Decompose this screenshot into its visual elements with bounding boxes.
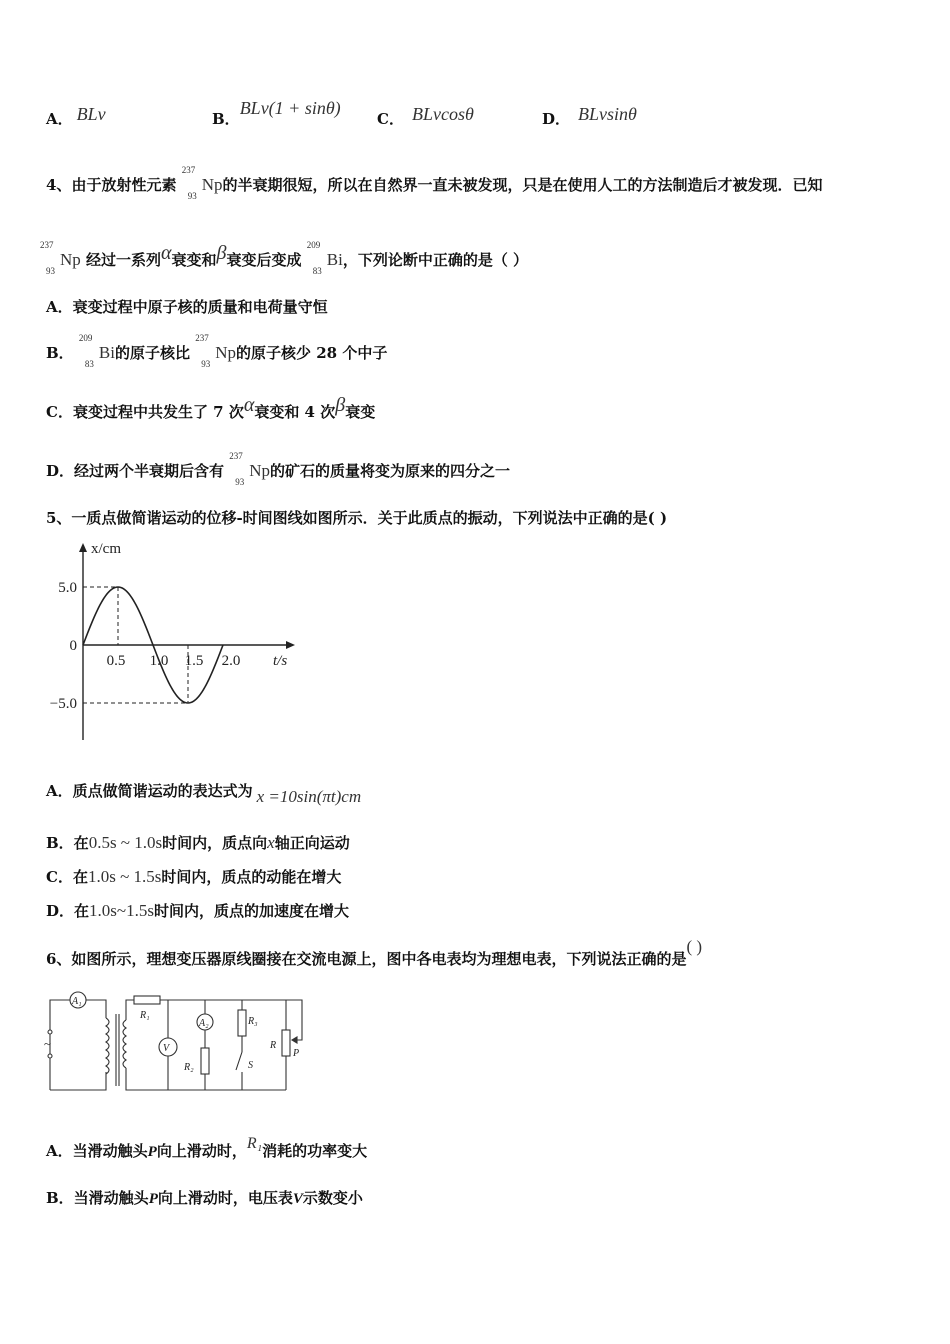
y-tick-label: 5.0 (58, 580, 77, 596)
x-axis-label: t/s (273, 653, 288, 669)
q6-option-a-p: P (147, 1144, 157, 1160)
beta-symbol: β (335, 394, 346, 416)
q6-option-a-end: 消耗的功率变大 (262, 1142, 368, 1160)
nuclide-np: 237 93 Np (40, 240, 81, 276)
q4-option-c-end: 衰变 (345, 403, 376, 421)
r-rheostat (282, 1030, 290, 1056)
q6-paren: ( ) (686, 937, 703, 956)
q4-option-b-mid: 的原子核比 (114, 344, 190, 362)
y-tick-label: −5.0 (49, 696, 77, 712)
q4-option-d (46, 451, 511, 487)
q5-option-a (46, 780, 362, 806)
q5-option-b-mid: 时间内，质点向 (162, 834, 268, 852)
x-tick-label: 0.5 (106, 653, 126, 669)
q5-option-d-end: 时间内，质点的加速度在增大 (153, 902, 349, 920)
label-r2: R₂ (184, 1062, 194, 1073)
q6-option-b-start: B．当滑动触头 (46, 1189, 149, 1207)
q5-stem: 5、一质点做简谐运动的位移-时间图线如图所示．关于此质点的振动，下列说法中正确的是( ) (46, 509, 668, 527)
label-r: R (270, 1040, 277, 1051)
q6-option-b-v: V (292, 1191, 303, 1207)
q5-option-a-formula: x =10sin(πt)cm (256, 787, 362, 806)
q5-option-b-start: B．在 (46, 834, 89, 852)
q6-option-a (46, 1135, 368, 1161)
q3-option-c (377, 104, 474, 129)
q4-number: 4、 (46, 176, 72, 194)
nuclide-np: 237 93 Np (181, 165, 223, 201)
r1-resistor (134, 996, 160, 1004)
q6-option-a-start: A．当滑动触头 (46, 1142, 148, 1160)
q3-option-c-value: BLvcosθ (411, 104, 474, 124)
nuclide-bi: 209 83 Bi (306, 240, 343, 276)
q5-option-c-start: C．在 (46, 868, 88, 886)
secondary-wire-top (126, 1000, 134, 1020)
x-tick-label: 2.0 (221, 653, 241, 669)
q4-option-a: A．衰变过程中原子核的质量和电荷量守恒 (46, 298, 328, 316)
q4-option-c-start: C．衰变过程中共发生了 7 次 (46, 403, 244, 421)
primary-coil (106, 1018, 109, 1074)
q6-option-b-end: 示数变小 (302, 1189, 363, 1207)
q5-option-d-range: 1.0s~1.5s (89, 901, 154, 920)
q3-option-b-label: B． (212, 110, 240, 128)
transformer-circuit-diagram (40, 990, 310, 1100)
primary-wire-bottom (50, 1072, 106, 1090)
nuclide-np: 237 93 Np (195, 333, 237, 369)
q4-text-2: 的半衰期很短，所以在自然界一直未被发现，只是在使用人工的方法制造后才被发现．已知 (222, 176, 823, 194)
q4-text-4: 衰变和 (171, 251, 217, 269)
q3-option-d (542, 104, 637, 129)
secondary-wire-bottom (126, 1068, 286, 1090)
secondary-coil (123, 1020, 126, 1068)
q3-option-d-label: D． (542, 110, 571, 128)
q5-option-a-start: A．质点做简谐运动的表达式为 (46, 782, 253, 800)
primary-wire-top (86, 1000, 106, 1018)
label-r3: R₃ (248, 1016, 258, 1027)
x-tick-label: 1.0 (149, 653, 169, 669)
label-ac-source: ~ (44, 1036, 52, 1051)
q5-option-c-range: 1.0s ~ 1.5s (87, 867, 162, 886)
q5-option-c (46, 866, 341, 887)
q3-option-b-value: BLv(1 + sinθ) (239, 98, 341, 118)
q4-option-b-label: B． (46, 344, 74, 362)
q5-option-b-end: 轴正向运动 (274, 834, 350, 852)
y-tick-label: 0 (69, 638, 77, 654)
displacement-time-chart (40, 535, 310, 745)
switch-s (236, 1052, 242, 1070)
q4-text-3: 经过一系列 (86, 251, 162, 269)
label-a1: A₁ (72, 996, 82, 1007)
y-axis-label: x/cm (91, 541, 121, 557)
q4-option-b (46, 333, 388, 369)
nuclide-np: 237 93 Np (229, 451, 271, 487)
label-p: P (293, 1048, 300, 1059)
slider-arrow (292, 1037, 297, 1043)
q5-option-b-x: x (267, 833, 275, 852)
r3-resistor (238, 1010, 246, 1036)
q3-option-b (212, 98, 341, 129)
q4-stem-line2 (40, 240, 529, 276)
q3-option-a-value: BLv (76, 104, 106, 124)
q6-option-a-mid: 向上滑动时， (156, 1142, 247, 1160)
q3-option-d-value: BLvsinθ (578, 104, 637, 124)
q4-option-c (46, 394, 376, 423)
q4-option-b-end: 的原子核少 28 个中子 (236, 344, 388, 362)
q5-option-d-start: D．在 (46, 902, 90, 920)
q4-option-d-end: 的矿石的质量将变为原来的四分之一 (270, 462, 511, 480)
q4-option-d-start: D．经过两个半衰期后含有 (46, 462, 225, 480)
q6-option-a-r1: R₁ (246, 1135, 263, 1152)
q6-stem (46, 937, 703, 969)
primary-wire-left (50, 1000, 70, 1090)
q5-option-b (46, 832, 350, 853)
q4-option-c-mid: 衰变和 4 次 (254, 403, 336, 421)
alpha-symbol: α (243, 394, 255, 416)
label-r1: R₁ (140, 1010, 150, 1021)
alpha-symbol: α (161, 242, 172, 264)
q4-text-5: 衰变后变成 (226, 251, 302, 269)
slider-wire (286, 1000, 302, 1040)
q4-text-1: 由于放射性元素 (71, 176, 177, 194)
q3-option-c-label: C． (377, 110, 404, 128)
q5-option-d (46, 900, 349, 921)
q3-options (46, 104, 106, 129)
label-s: S (248, 1060, 253, 1071)
y-axis-arrow (79, 543, 87, 552)
nuclide-bi: 209 83 Bi (78, 333, 115, 369)
x-axis-arrow (286, 641, 295, 649)
label-v: V (163, 1043, 170, 1054)
q6-option-b (46, 1187, 363, 1208)
q6-option-b-p: P (148, 1191, 158, 1207)
q4-stem-line1 (46, 165, 823, 201)
q6-option-b-mid: 向上滑动时，电压表 (157, 1189, 293, 1207)
r2-resistor (201, 1048, 209, 1074)
label-a2: A₂ (199, 1018, 209, 1029)
q3-option-a-label: A． (46, 110, 73, 128)
q5-option-c-end: 时间内，质点的动能在增大 (161, 868, 342, 886)
q5-option-b-range: 0.5s ~ 1.0s (88, 833, 163, 852)
q6-stem-text: 6、如图所示，理想变压器原线圈接在交流电源上，图中各电表均为理想电表，下列说法正确的是 (46, 950, 687, 968)
q4-text-6: ，下列论断中正确的是（ ） (342, 251, 529, 269)
x-tick-label: 1.5 (184, 653, 204, 669)
beta-symbol: β (216, 242, 227, 264)
